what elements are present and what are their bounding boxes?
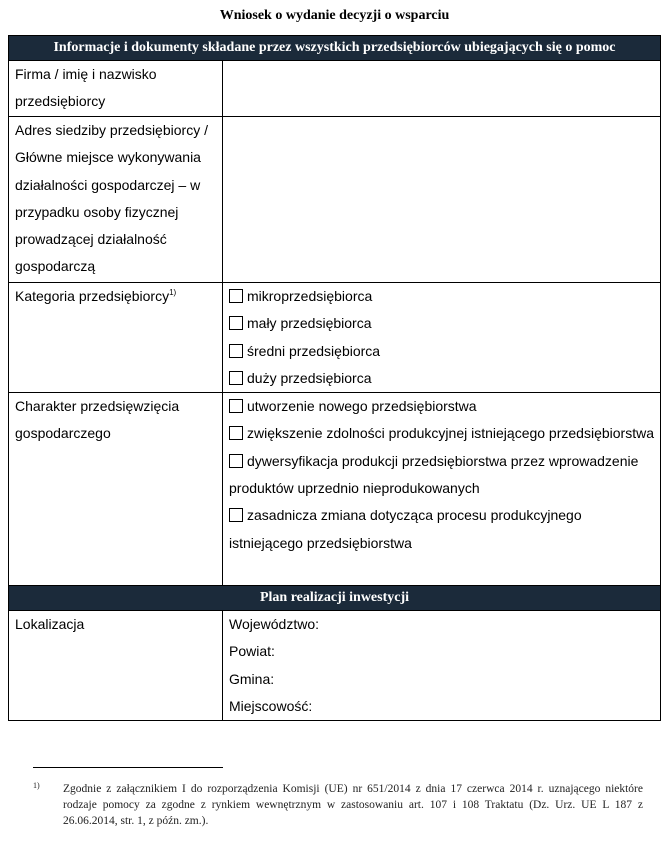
row-label-location: Lokalizacja — [9, 611, 223, 721]
project-character-options — [223, 393, 661, 586]
option-capacity-increase[interactable] — [229, 420, 656, 447]
footnote-text: Zgodnie z załącznikiem I do rozporządzenia Komisji (UE) nr 651/2014 z dnia 17 czerwca 2014 r. uznającego niektóre rodzaje pomocy za zgodne z rynkiem wewnętrznym w zastosowaniu art. 107 i 108 Traktatu (Dz. Urz. UE L 187 z 26.06.2014, str. 1, z późn. zm.). — [63, 783, 643, 827]
option-label: mały przedsiębiorca — [247, 315, 372, 332]
footnote-reference: 1) — [169, 288, 177, 297]
row-label-text: Kategoria przedsiębiorcy — [15, 288, 170, 304]
application-form-table — [8, 35, 661, 721]
option-process-change[interactable] — [229, 502, 656, 557]
footnote — [33, 781, 643, 829]
row-label-company: Firma / imię i nazwisko przedsiębiorcy — [9, 61, 223, 117]
page-title: Wniosek o wydanie decyzji o wsparciu — [219, 8, 450, 23]
option-diversification[interactable] — [229, 448, 656, 503]
form-row-address — [9, 117, 661, 283]
option-label: dywersyfikacja produkcji przedsiębiorstwa przez wprowadzenie produktów uprzednio nieprodukowanych — [229, 452, 639, 497]
footnote-separator — [33, 767, 223, 768]
form-row-location — [9, 611, 661, 721]
option-label: mikroprzedsiębiorca — [247, 288, 373, 304]
option-label: średni przedsiębiorca — [247, 342, 381, 359]
form-row-company — [9, 61, 661, 117]
company-name-field[interactable] — [223, 61, 661, 117]
checkbox[interactable] — [229, 344, 243, 358]
option-label: zwiększenie zdolności produkcyjnej istniejącego przedsiębiorstwa — [247, 425, 654, 442]
option-micro[interactable] — [229, 283, 660, 310]
option-label: zasadnicza zmiana dotycząca procesu produkcyjnego istniejącego przedsiębiorstwa — [229, 507, 582, 551]
option-small[interactable] — [229, 310, 660, 337]
section-header-label: Plan realizacji inwestycji — [259, 590, 410, 606]
option-label: duży przedsiębiorca — [247, 369, 372, 386]
checkbox[interactable] — [229, 371, 243, 385]
option-new-enterprise[interactable] — [229, 393, 656, 420]
enterprise-category-options — [223, 283, 661, 393]
section-header-row — [9, 586, 661, 611]
checkbox[interactable] — [229, 508, 243, 522]
row-label-address: Adres siedziby przedsiębiorcy / Główne miejsce wykonywania działalności gospodarczej – w przypadku osoby fizycznej prowadzącej działalność gospodarczą — [9, 117, 223, 283]
form-row-project-character — [9, 393, 661, 586]
section-header-row — [9, 36, 661, 61]
section-header-general-info — [9, 36, 661, 61]
row-label-project-character: Charakter przedsięwzięcia gospodarczego — [9, 393, 223, 586]
checkbox[interactable] — [229, 289, 243, 303]
form-row-enterprise-category — [9, 283, 661, 393]
checkbox[interactable] — [229, 454, 243, 468]
section-header-label: Informacje i dokumenty składane przez wszystkich przedsiębiorców ubiegających się o pomoc — [53, 40, 616, 55]
row-label-enterprise-category — [9, 283, 223, 393]
location-fields — [223, 611, 661, 721]
option-large[interactable] — [229, 365, 660, 392]
locality-field[interactable]: Miejscowość: — [229, 698, 313, 715]
voivodeship-field[interactable]: Województwo: — [229, 616, 320, 633]
commune-field[interactable]: Gmina: — [229, 670, 275, 687]
section-header-investment-plan — [9, 586, 661, 611]
county-field[interactable]: Powiat: — [229, 643, 275, 660]
option-label: utworzenie nowego przedsiębiorstwa — [247, 398, 477, 415]
checkbox[interactable] — [229, 426, 243, 440]
checkbox[interactable] — [229, 316, 243, 330]
checkbox[interactable] — [229, 399, 243, 413]
option-medium[interactable] — [229, 338, 660, 365]
footnote-mark: 1) — [33, 781, 40, 790]
address-field[interactable] — [223, 117, 661, 283]
